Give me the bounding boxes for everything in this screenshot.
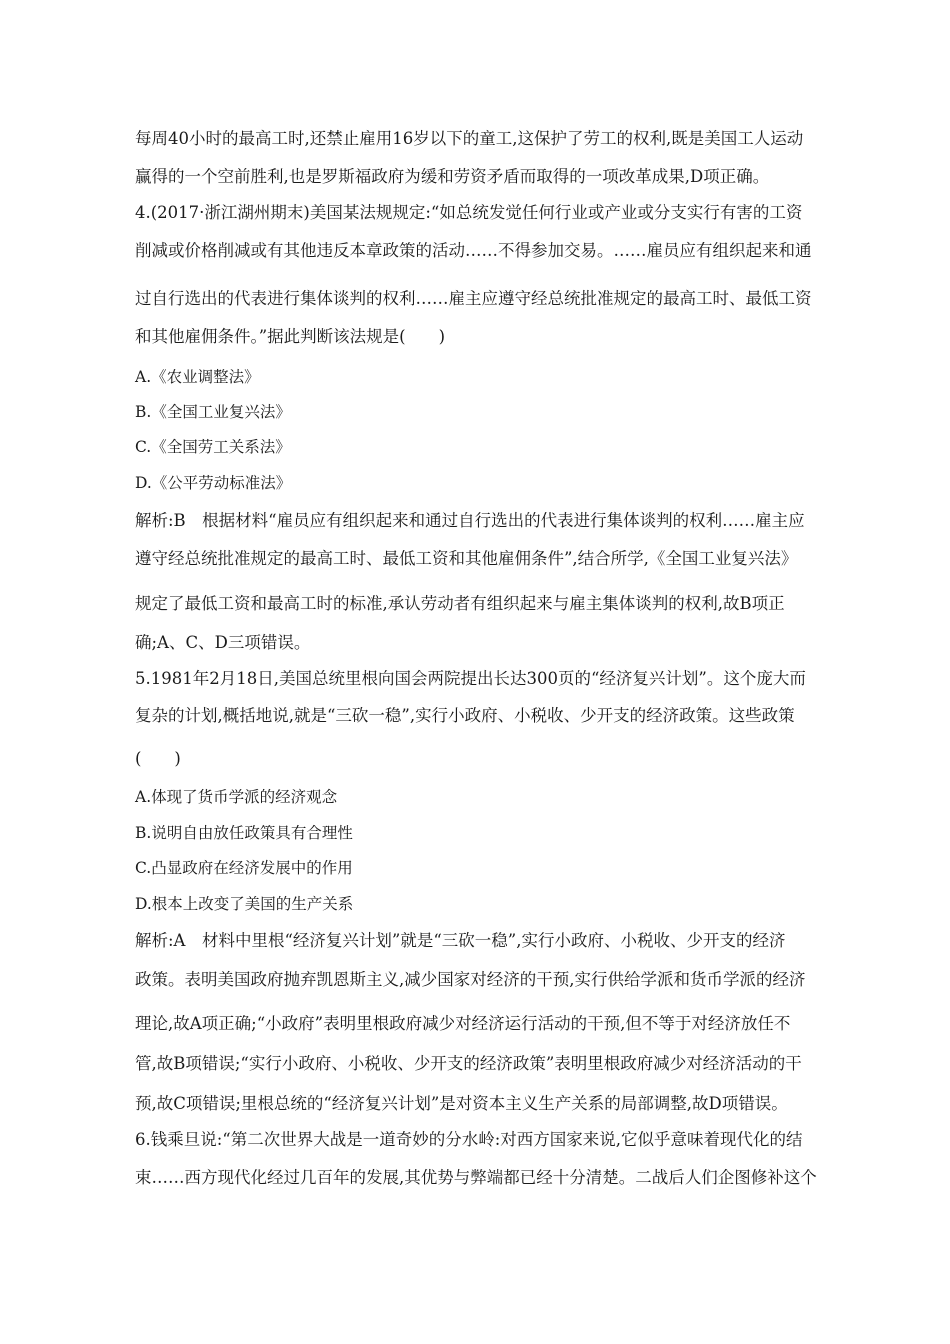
q5-option-a: A.体现了货币学派的经济观念 [135, 788, 338, 806]
q4-analysis-line-3: 规定了最低工资和最高工时的标准,承认劳动者有组织起来与雇主集体谈判的权利,故B项正 [135, 594, 785, 613]
q5-analysis-line-4: 管,故B项错误;“实行小政府、小税收、少开支的经济政策”表明里根政府减少对经济活动的干 [135, 1054, 802, 1073]
q5-analysis-line-5: 预,故C项错误;里根总统的“经济复兴计划”是对资本主义生产关系的局部调整,故D项错误。 [135, 1094, 788, 1113]
q4-analysis-line-2: 遵守经总统批准规定的最高工时、最低工资和其他雇佣条件”,结合所学,《全国工业复兴法》 [135, 549, 798, 568]
q4-analysis-line-4: 确;A、C、D三项错误。 [135, 633, 311, 652]
q5-stem-line-2: 复杂的计划,概括地说,就是“三砍一稳”,实行小政府、小税收、少开支的经济政策。这些政策 [135, 706, 795, 725]
q6-stem-line-2: 束……西方现代化经过几百年的发展,其优势与弊端都已经十分清楚。二战后人们企图修补这个 [135, 1168, 817, 1187]
q4-option-d: D.《公平劳动标准法》 [135, 474, 292, 492]
q5-analysis-line-2: 政策。表明美国政府抛弃凯恩斯主义,减少国家对经济的干预,实行供给学派和货币学派的经济 [135, 970, 806, 989]
q5-stem-line-3: ( ) [135, 749, 181, 768]
q5-analysis-line-1: 解析:A 材料中里根“经济复兴计划”就是“三砍一稳”,实行小政府、小税收、少开支的经济 [135, 931, 786, 950]
q5-option-d: D.根本上改变了美国的生产关系 [135, 895, 354, 913]
q4-stem-line-2: 削减或价格削减或有其他违反本章政策的活动……不得参加交易。……雇员应有组织起来和通 [135, 241, 812, 260]
q4-stem-line-1: 4.(2017·浙江湖州期末)美国某法规规定:“如总统发觉任何行业或产业或分支实行有害的工资 [135, 203, 803, 222]
q5-option-b: B.说明自由放任政策具有合理性 [135, 824, 353, 842]
q4-option-c: C.《全国劳工关系法》 [135, 438, 291, 456]
q5-analysis-line-3: 理论,故A项正确;“小政府”表明里根政府减少对经济运行活动的干预,但不等于对经济放任不 [135, 1014, 791, 1033]
q3-analysis-line-2: 赢得的一个空前胜利,也是罗斯福政府为缓和劳资矛盾而取得的一项改革成果,D项正确。 [135, 167, 770, 186]
q4-stem-line-3: 过自行选出的代表进行集体谈判的权利……雇主应遵守经总统批准规定的最高工时、最低工资 [135, 289, 812, 308]
q4-stem-line-4: 和其他雇佣条件。”据此判断该法规是( ) [135, 327, 446, 346]
q4-option-b: B.《全国工业复兴法》 [135, 403, 291, 421]
q5-stem-line-1: 5.1981年2月18日,美国总统里根向国会两院提出长达300页的“经济复兴计划”。这个庞大而 [135, 669, 806, 688]
q4-analysis-line-1: 解析:B 根据材料“雇员应有组织起来和通过自行选出的代表进行集体谈判的权利……雇主应 [135, 511, 805, 530]
q3-analysis-line-1: 每周40小时的最高工时,还禁止雇用16岁以下的童工,这保护了劳工的权利,既是美国工人运动 [135, 129, 804, 148]
q4-option-a: A.《农业调整法》 [135, 368, 260, 386]
q6-stem-line-1: 6.钱乘旦说:“第二次世界大战是一道奇妙的分水岭:对西方国家来说,它似乎意味着现代化的结 [135, 1130, 803, 1149]
q5-option-c: C.凸显政府在经济发展中的作用 [135, 859, 353, 877]
